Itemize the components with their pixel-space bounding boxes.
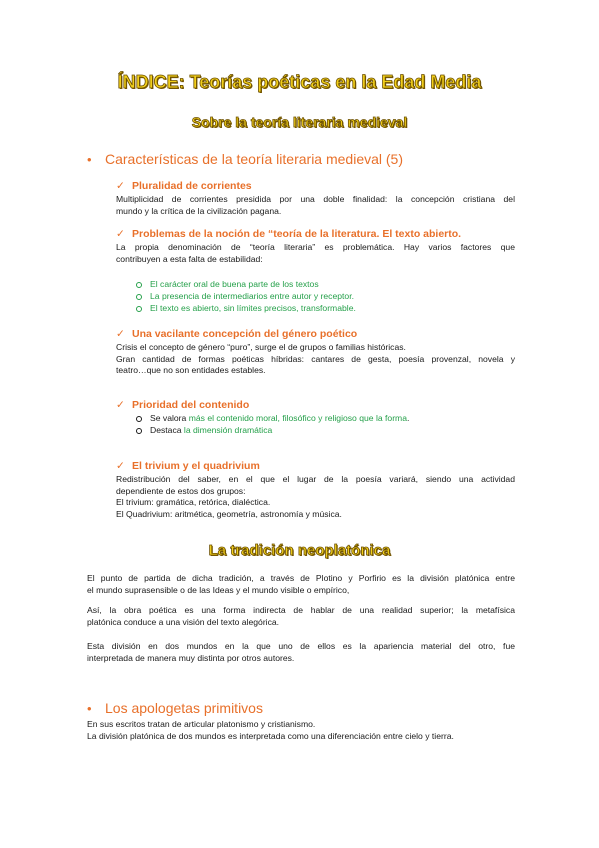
section-heading-text: Los apologetas primitivos bbox=[105, 700, 263, 716]
subheading-prioridad bbox=[116, 399, 249, 411]
bullet-icon: • bbox=[87, 152, 92, 167]
circle-bullet-icon bbox=[136, 416, 142, 422]
text-line: Esta división en dos mundos en la que uno de ellos es la apariencia material del otro, fue bbox=[87, 641, 515, 651]
subheading-text: El trivium y el quadrivium bbox=[132, 460, 260, 472]
text-line: platónica conduce a una visión del texto alegórica. bbox=[87, 616, 280, 627]
subheading-genero bbox=[116, 328, 357, 340]
paragraph bbox=[87, 641, 515, 664]
text-line: En sus escritos tratan de articular platonismo y cristianismo. bbox=[87, 719, 316, 729]
page-title: ÍNDICE: Teorías poéticas en la Edad Media bbox=[117, 72, 482, 92]
highlight-text: la dimensión dramática bbox=[183, 425, 273, 435]
section-heading-characteristics bbox=[87, 151, 403, 167]
page-subtitle: Sobre la teoría literaria medieval bbox=[191, 114, 408, 130]
list-item bbox=[136, 303, 356, 313]
text-line: Redistribución del saber, en el que el lugar de la poesía variará, siendo una actividad bbox=[116, 474, 515, 484]
text-line: Crisis el concepto de género “puro”, surge el de grupos o familias históricas. bbox=[116, 342, 406, 352]
subheading-trivium bbox=[116, 460, 260, 472]
list-item-text: . bbox=[407, 413, 410, 423]
bullet-icon: • bbox=[87, 701, 92, 716]
text-line: El punto de partida de dicha tradición, a través de Plotino y Porfirio es la división platónica entre bbox=[87, 573, 515, 583]
list-item-text: El texto es abierto, sin límites precisos, transformable. bbox=[150, 303, 356, 313]
text-line: contribuyen a esta falta de estabilidad: bbox=[116, 253, 263, 264]
paragraph bbox=[116, 474, 515, 520]
paragraph bbox=[87, 573, 515, 596]
highlight-text: más el contenido moral, filosófico y religioso que la forma bbox=[188, 413, 407, 423]
list-item bbox=[136, 291, 354, 301]
paragraph bbox=[87, 605, 515, 628]
list-item-text: Destaca bbox=[150, 425, 184, 435]
checkmark-icon: ✓ bbox=[116, 328, 125, 340]
text-line: interpretada de manera muy distinta por otros autores. bbox=[87, 652, 295, 663]
list-item-text: Se valora bbox=[150, 413, 189, 423]
subheading-text: Una vacilante concepción del género poético bbox=[132, 328, 358, 340]
paragraph bbox=[87, 719, 515, 742]
list-item-text: El carácter oral de buena parte de los textos bbox=[150, 279, 319, 289]
text-line: dependiente de estos dos grupos: bbox=[116, 485, 246, 496]
paragraph bbox=[116, 342, 515, 377]
subheading-text: Pluralidad de corrientes bbox=[132, 180, 252, 192]
section-heading-text: Características de la teoría literaria medieval (5) bbox=[105, 151, 404, 167]
checkmark-icon: ✓ bbox=[116, 228, 125, 240]
text-line: teatro…que no son entidades estables. bbox=[116, 365, 266, 375]
checkmark-icon: ✓ bbox=[116, 460, 125, 472]
text-line: mundo y la crítica de la civilización pagana. bbox=[116, 205, 282, 216]
subheading-problemas bbox=[116, 228, 461, 240]
list-item-text: La presencia de intermediarios entre autor y receptor. bbox=[150, 291, 354, 301]
text-line: La división platónica de dos mundos es interpretada como una diferenciación entre cielo y tierra. bbox=[87, 730, 454, 741]
checkmark-icon: ✓ bbox=[116, 399, 125, 411]
list-item bbox=[136, 413, 409, 423]
circle-bullet-icon bbox=[136, 282, 142, 288]
subheading-pluralidad bbox=[116, 180, 252, 192]
circle-bullet-icon bbox=[136, 428, 142, 434]
text-line: el mundo suprasensible o de las Ideas y el mundo visible o empírico, bbox=[87, 584, 350, 595]
section-heading-apologetas bbox=[87, 700, 263, 716]
circle-bullet-icon bbox=[136, 294, 142, 300]
paragraph bbox=[116, 242, 515, 265]
paragraph bbox=[116, 194, 515, 217]
text-line: Gran cantidad de formas poéticas híbridas: cantares de gesta, poesía provenzal, novela y bbox=[116, 353, 515, 364]
text-line: Multiplicidad de corrientes presidida por una doble finalidad: la concepción cristiana del bbox=[116, 194, 515, 204]
subheading-text: Prioridad del contenido bbox=[132, 399, 250, 411]
text-line: El Quadrivium: aritmética, geometría, astronomía y música. bbox=[116, 508, 342, 519]
text-line: La propia denominación de “teoría literaria” es problemática. Hay varios factores que bbox=[116, 242, 515, 252]
subheading-text: Problemas de la noción de “teoría de la literatura. El texto abierto. bbox=[132, 228, 462, 240]
text-line: Así, la obra poética es una forma indirecta de hablar de una realidad superior; la metafísica bbox=[87, 605, 515, 615]
list-item bbox=[136, 425, 272, 435]
text-line: El trivium: gramática, retórica, dialéctica. bbox=[116, 497, 271, 507]
section-title-neoplatonic: La tradición neoplatónica bbox=[208, 542, 391, 559]
checkmark-icon: ✓ bbox=[116, 180, 125, 192]
list-item bbox=[136, 279, 319, 289]
circle-bullet-icon bbox=[136, 306, 142, 312]
